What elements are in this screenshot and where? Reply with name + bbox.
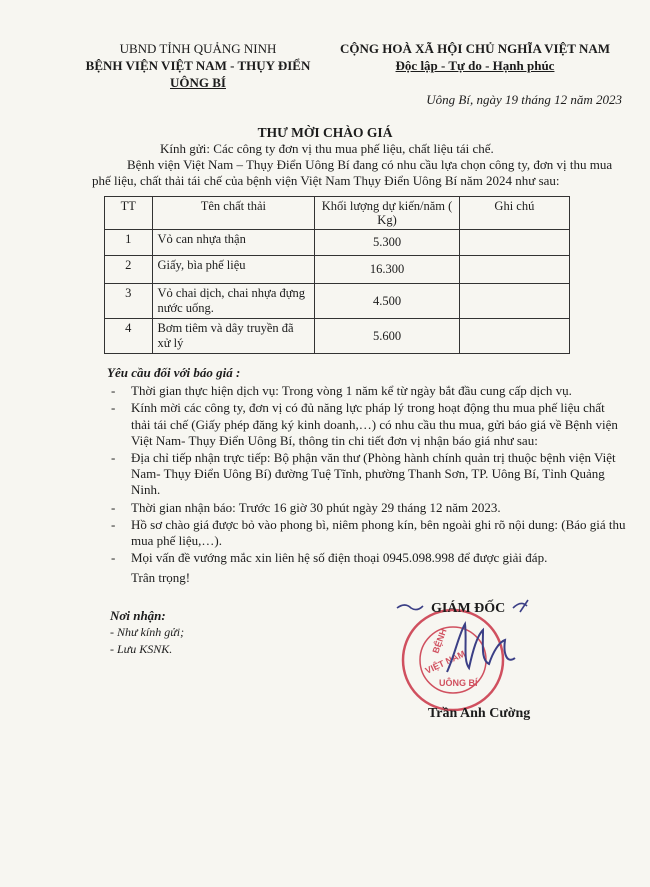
row-qty: 4.500 (315, 284, 460, 319)
row-tt: 4 (105, 319, 153, 354)
list-item: - Kính mời các công ty, đơn vị có đủ năng lực pháp lý trong hoạt động thu mua phế liệu chất thải tái chế (Giấy phép đăng ký kinh doanh,…) có nhu cầu thu mua, gửi báo giá về Bệnh viện Việt Nam- Thụy Điển Uông Bí, thông tin chi tiết đơn vị nhận báo giá như sau: (111, 400, 618, 448)
row-tt: 2 (105, 256, 153, 284)
row-note (459, 319, 569, 354)
requirement-text: Mọi vấn đề vướng mắc xin liên hệ số điện thoại 0945.098.998 để được giải đáp. (131, 550, 548, 566)
recipient-item: - Như kính gửi; (110, 625, 185, 639)
row-name: Vỏ can nhựa thận (152, 230, 315, 256)
row-qty: 5.300 (315, 230, 460, 256)
row-qty: 5.600 (315, 319, 460, 354)
signature-scribble-left (397, 605, 423, 610)
country-name: CỘNG HOÀ XÃ HỘI CHỦ NGHĨA VIỆT NAM (339, 41, 611, 56)
waste-table (104, 196, 570, 354)
signature-stamp-area (395, 594, 575, 724)
col-header-name: Tên chất thải (152, 197, 315, 230)
national-header (325, 40, 625, 74)
table-row (105, 284, 570, 319)
col-header-tt: TT (105, 197, 153, 230)
requirements-heading: Yêu cầu đối với báo giá : (107, 365, 241, 380)
issuer-block (48, 40, 348, 91)
closing-line: Trân trọng! (131, 570, 191, 585)
recipient-line: Kính gửi: Các công ty đơn vị thu mua phế liệu, chất liệu tái chế. (160, 141, 494, 156)
issuer-hospital: BỆNH VIỆN VIỆT NAM - THỤY ĐIỂN (85, 58, 311, 73)
row-name: Bơm tiêm và dây truyền đã xử lý (152, 319, 315, 354)
recipients-heading: Nơi nhận: (110, 608, 166, 623)
row-note (459, 284, 569, 319)
requirements-section (107, 365, 627, 567)
row-note (459, 230, 569, 256)
list-item: - Mọi vấn đề vướng mắc xin liên hệ số điện thoại 0945.098.998 để được giải đáp. (111, 550, 548, 566)
row-tt: 3 (105, 284, 153, 319)
national-motto: Độc lập - Tự do - Hạnh phúc (395, 58, 555, 73)
list-item: - Hồ sơ chào giá được bỏ vào phong bì, niêm phong kín, bên ngoài ghi rõ nội dung: (Báo giá thu mua phế liệu,…). (111, 516, 626, 549)
col-header-note: Ghi chú (459, 197, 569, 230)
requirement-text: Hồ sơ chào giá được bỏ vào phong bì, niêm phong kín, bên ngoài ghi rõ nội dung: (Báo giá thu mua phế liệu,…). (131, 516, 626, 549)
requirement-text: Thời gian thực hiện dịch vụ: Trong vòng 1 năm kể từ ngày bắt đầu cung cấp dịch vụ. (131, 383, 572, 399)
list-item: - Địa chỉ tiếp nhận trực tiếp: Bộ phận văn thư (Phòng hành chính quản trị thuộc bệnh viện Việt Nam- Thụy Điển Uông Bí) đường Tuệ Tĩnh, phường Thanh Sơn, TP. Uông Bí, Tỉnh Quảng Ninh. (111, 450, 616, 498)
requirements-list (107, 383, 627, 566)
requirement-text: Địa chỉ tiếp nhận trực tiếp: Bộ phận văn thư (Phòng hành chính quản trị thuộc bệnh viện Việt Nam- Thụy Điển Uông Bí) đường Tuệ Tĩnh, phường Thanh Sơn, TP. Uông Bí, Tỉnh Quảng Ninh. (131, 450, 616, 498)
row-name: Giấy, bìa phế liệu (152, 256, 315, 284)
issuer-province: UBND TỈNH QUẢNG NINH (119, 41, 277, 56)
date-line: Uông Bí, ngày 19 tháng 12 năm 2023 (426, 92, 622, 107)
list-item: - Thời gian thực hiện dịch vụ: Trong vòng 1 năm kể từ ngày bắt đầu cung cấp dịch vụ. (111, 383, 572, 399)
requirement-text: Kính mời các công ty, đơn vị có đủ năng lực pháp lý trong hoạt động thu mua phế liệu chất thải tái chế (Giấy phép đăng ký kinh doanh,…) có nhu cầu thu mua, gửi báo giá về Bệnh viện Việt Nam- Thụy Điển Uông Bí, thông tin chi tiết đơn vị nhận báo giá như sau: (131, 400, 618, 448)
table-row (105, 230, 570, 256)
recipient-item: - Lưu KSNK. (110, 642, 173, 656)
document-title: THƯ MỜI CHÀO GIÁ (257, 125, 393, 140)
official-stamp (403, 610, 503, 710)
row-note (459, 256, 569, 284)
table-header-row (105, 197, 570, 230)
stamp-text-top: BỆNH (430, 627, 449, 655)
stamp-text-bottom: UÔNG BÍ (439, 678, 478, 688)
recipients-block (110, 607, 184, 658)
requirement-text: Thời gian nhận báo: Trước 16 giờ 30 phút ngày 29 tháng 12 năm 2023. (131, 499, 501, 515)
signer-name: Trần Anh Cường (428, 706, 531, 721)
row-name: Vỏ chai dịch, chai nhựa đựng nước uống. (152, 284, 315, 319)
issuer-city: UÔNG BÍ (170, 75, 226, 90)
intro-paragraph: Bệnh viện Việt Nam – Thụy Điển Uông Bí đang có nhu cầu lựa chọn công ty, đơn vị thu mua phế liệu, chất thải tái chế của bệnh viện Việt Nam Thụy Điển Uông Bí năm 2024 như sau: (92, 157, 613, 188)
col-header-qty: Khối lượng dự kiến/năm ( Kg) (315, 197, 460, 230)
row-tt: 1 (105, 230, 153, 256)
signature-scribble-right (513, 600, 528, 612)
row-qty: 16.300 (315, 256, 460, 284)
stamp-text-mid: VIỆT NAM (423, 648, 467, 676)
signer-role: GIÁM ĐỐC (431, 601, 506, 616)
list-item: - Thời gian nhận báo: Trước 16 giờ 30 phút ngày 29 tháng 12 năm 2023. (111, 499, 501, 515)
handwritten-signature (447, 624, 515, 672)
table-row (105, 319, 570, 354)
table-row (105, 256, 570, 284)
